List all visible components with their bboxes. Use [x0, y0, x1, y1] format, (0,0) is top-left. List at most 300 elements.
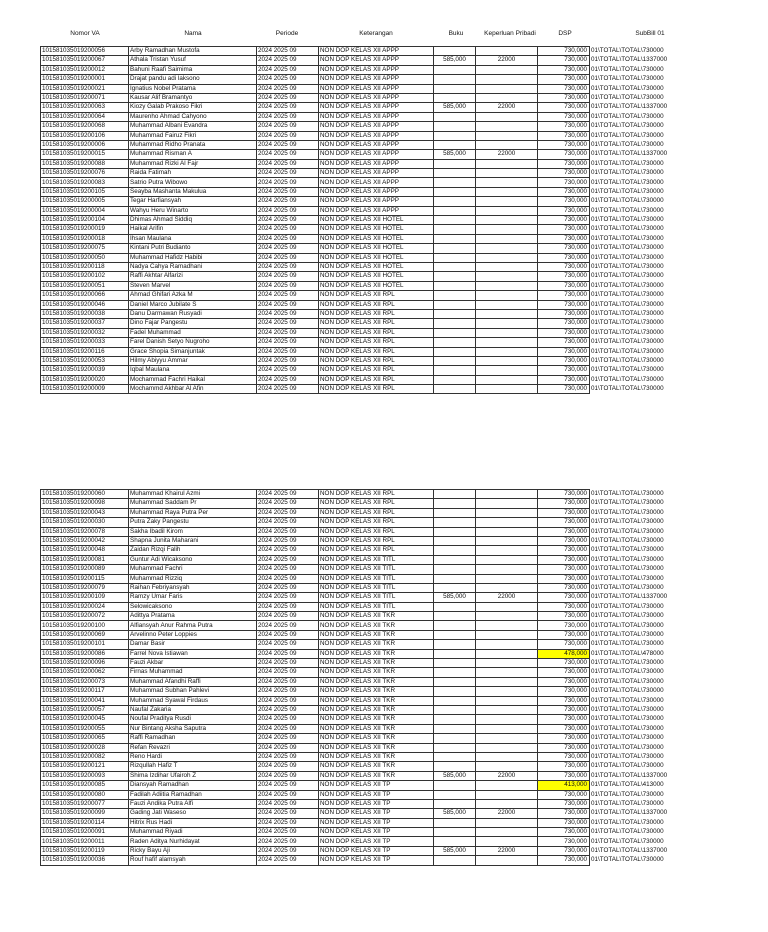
dsp-cell[interactable]: 478,000 [538, 649, 590, 658]
keterangan-cell[interactable]: NON DOP KELAS XII RPL [319, 366, 434, 375]
nama-cell[interactable]: Ahmad Ghifari Azka M [129, 291, 257, 300]
periode-cell[interactable]: 2024 2025 09 [257, 640, 319, 649]
buku-cell[interactable] [434, 565, 476, 574]
keperluan-pribadi-cell[interactable] [476, 84, 538, 93]
subbill-cell[interactable]: 01\TOTAL\TOTAL\1337000 [591, 846, 668, 854]
nomor-va-cell[interactable]: 101581035019200082 [41, 752, 129, 761]
subbill-cell[interactable]: 01\TOTAL\TOTAL\730000 [591, 743, 664, 751]
periode-cell[interactable]: 2024 2025 09 [257, 159, 319, 168]
keperluan-pribadi-cell[interactable] [476, 159, 538, 168]
nomor-va-cell[interactable]: 101581035019200030 [41, 518, 129, 527]
subbill-cell[interactable]: 01\TOTAL\TOTAL\1337000 [591, 56, 668, 64]
periode-cell[interactable]: 2024 2025 09 [257, 781, 319, 790]
buku-cell[interactable] [434, 47, 476, 56]
periode-cell[interactable]: 2024 2025 09 [257, 93, 319, 102]
keperluan-pribadi-cell[interactable] [476, 696, 538, 705]
subbill-cell[interactable]: 01\TOTAL\TOTAL\730000 [591, 197, 664, 205]
subbill-cell[interactable]: 01\TOTAL\TOTAL\730000 [591, 555, 664, 563]
subbill-cell[interactable]: 01\TOTAL\TOTAL\730000 [591, 799, 664, 807]
buku-cell[interactable] [434, 328, 476, 337]
keterangan-cell[interactable]: NON DOP KELAS XII RPL [319, 319, 434, 328]
subbill-cell[interactable]: 01\TOTAL\TOTAL\730000 [591, 65, 664, 73]
buku-cell[interactable] [434, 169, 476, 178]
buku-cell[interactable] [434, 621, 476, 630]
keterangan-cell[interactable]: NON DOP KELAS XII TKR [319, 687, 434, 696]
buku-cell[interactable] [434, 499, 476, 508]
keterangan-cell[interactable]: NON DOP KELAS XII RPL [319, 499, 434, 508]
subbill-cell[interactable]: 01\TOTAL\TOTAL\1337000 [591, 809, 668, 817]
dsp-cell[interactable]: 730,000 [538, 244, 590, 253]
keperluan-pribadi-cell[interactable] [476, 630, 538, 639]
buku-cell[interactable] [434, 187, 476, 196]
dsp-cell[interactable]: 730,000 [538, 187, 590, 196]
keterangan-cell[interactable]: NON DOP KELAS XII APPP [319, 56, 434, 65]
buku-cell[interactable] [434, 112, 476, 121]
buku-cell[interactable] [434, 649, 476, 658]
dsp-cell[interactable]: 730,000 [538, 630, 590, 639]
periode-cell[interactable]: 2024 2025 09 [257, 169, 319, 178]
keterangan-cell[interactable]: NON DOP KELAS XII TKR [319, 612, 434, 621]
dsp-cell[interactable]: 730,000 [538, 234, 590, 243]
nama-cell[interactable]: Ignatius Nobel Pratama [129, 84, 257, 93]
periode-cell[interactable]: 2024 2025 09 [257, 356, 319, 365]
nomor-va-cell[interactable]: 101581035019200051 [41, 281, 129, 290]
nama-cell[interactable]: Ricky Bayu Aji [129, 846, 257, 855]
buku-cell[interactable] [434, 225, 476, 234]
dsp-cell[interactable]: 730,000 [538, 159, 590, 168]
nomor-va-cell[interactable]: 101581035019200053 [41, 356, 129, 365]
nomor-va-cell[interactable]: 101581035019200105 [41, 187, 129, 196]
nama-cell[interactable]: Farrel Nova Istiawan [129, 649, 257, 658]
nama-cell[interactable]: Raffi Ramadhan [129, 734, 257, 743]
keterangan-cell[interactable]: NON DOP KELAS XII APPP [319, 140, 434, 149]
keterangan-cell[interactable]: NON DOP KELAS XII APPP [319, 178, 434, 187]
keterangan-cell[interactable]: NON DOP KELAS XII TKR [319, 659, 434, 668]
periode-cell[interactable]: 2024 2025 09 [257, 743, 319, 752]
subbill-cell[interactable]: 01\TOTAL\TOTAL\730000 [591, 659, 664, 667]
keperluan-pribadi-cell[interactable] [476, 536, 538, 545]
nama-cell[interactable]: Raida Fatimah [129, 169, 257, 178]
nomor-va-cell[interactable]: 101581035019200115 [41, 574, 129, 583]
keperluan-pribadi-cell[interactable] [476, 583, 538, 592]
keterangan-cell[interactable]: NON DOP KELAS XII RPL [319, 536, 434, 545]
dsp-cell[interactable]: 730,000 [538, 602, 590, 611]
keperluan-pribadi-cell[interactable] [476, 47, 538, 56]
keterangan-cell[interactable]: NON DOP KELAS XII TITL [319, 555, 434, 564]
dsp-cell[interactable]: 730,000 [538, 262, 590, 271]
dsp-cell[interactable]: 730,000 [538, 508, 590, 517]
dsp-cell[interactable]: 730,000 [538, 356, 590, 365]
periode-cell[interactable]: 2024 2025 09 [257, 216, 319, 225]
dsp-cell[interactable]: 730,000 [538, 668, 590, 677]
periode-cell[interactable]: 2024 2025 09 [257, 338, 319, 347]
nomor-va-cell[interactable]: 101581035019200056 [41, 47, 129, 56]
keperluan-pribadi-cell[interactable] [476, 546, 538, 555]
buku-cell[interactable] [434, 677, 476, 686]
nomor-va-cell[interactable]: 101581035019200109 [41, 593, 129, 602]
nama-cell[interactable]: Dhimas Ahmad Siddiq [129, 216, 257, 225]
keterangan-cell[interactable]: NON DOP KELAS XII HOTEL [319, 244, 434, 253]
buku-cell[interactable] [434, 837, 476, 846]
nomor-va-cell[interactable]: 101581035019200046 [41, 300, 129, 309]
keperluan-pribadi-cell[interactable] [476, 206, 538, 215]
buku-cell[interactable] [434, 602, 476, 611]
keperluan-pribadi-cell[interactable] [476, 828, 538, 837]
keterangan-cell[interactable]: NON DOP KELAS XII APPP [319, 65, 434, 74]
periode-cell[interactable]: 2024 2025 09 [257, 837, 319, 846]
subbill-cell[interactable]: 01\TOTAL\TOTAL\1337000 [591, 103, 668, 111]
dsp-cell[interactable]: 730,000 [538, 84, 590, 93]
subbill-cell[interactable]: 01\TOTAL\TOTAL\730000 [591, 640, 664, 648]
periode-cell[interactable]: 2024 2025 09 [257, 47, 319, 56]
dsp-cell[interactable]: 730,000 [538, 103, 590, 112]
periode-cell[interactable]: 2024 2025 09 [257, 300, 319, 309]
keperluan-pribadi-cell[interactable] [476, 612, 538, 621]
keperluan-pribadi-cell[interactable] [476, 687, 538, 696]
periode-cell[interactable]: 2024 2025 09 [257, 112, 319, 121]
keterangan-cell[interactable]: NON DOP KELAS XII RPL [319, 300, 434, 309]
subbill-cell[interactable]: 01\TOTAL\TOTAL\730000 [591, 752, 664, 760]
dsp-cell[interactable]: 730,000 [538, 56, 590, 65]
nomor-va-cell[interactable]: 101581035019200021 [41, 84, 129, 93]
keterangan-cell[interactable]: NON DOP KELAS XII APPP [319, 131, 434, 140]
keperluan-pribadi-cell[interactable] [476, 375, 538, 384]
nama-cell[interactable]: Hilmy Abiyyu Ammar [129, 356, 257, 365]
periode-cell[interactable]: 2024 2025 09 [257, 687, 319, 696]
buku-cell[interactable] [434, 319, 476, 328]
nama-cell[interactable]: Bahuni Raafi Saimima [129, 65, 257, 74]
nomor-va-cell[interactable]: 101581035019200043 [41, 508, 129, 517]
buku-cell[interactable] [434, 790, 476, 799]
subbill-cell[interactable]: 01\TOTAL\TOTAL\730000 [591, 356, 664, 364]
subbill-cell[interactable]: 01\TOTAL\TOTAL\413000 [591, 781, 664, 789]
periode-cell[interactable]: 2024 2025 09 [257, 546, 319, 555]
keperluan-pribadi-cell[interactable] [476, 319, 538, 328]
dsp-cell[interactable]: 730,000 [538, 743, 590, 752]
keperluan-pribadi-cell[interactable] [476, 253, 538, 262]
nomor-va-cell[interactable]: 101581035019200072 [41, 612, 129, 621]
nama-cell[interactable]: Muhammad Saddam Pr [129, 499, 257, 508]
periode-cell[interactable]: 2024 2025 09 [257, 75, 319, 84]
nama-cell[interactable]: Rizqullah Hafiz T [129, 762, 257, 771]
nomor-va-cell[interactable]: 101581035019200086 [41, 649, 129, 658]
subbill-cell[interactable]: 01\TOTAL\TOTAL\730000 [591, 734, 664, 742]
nama-cell[interactable]: Sakha Ibadil Kirom [129, 527, 257, 536]
keterangan-cell[interactable]: NON DOP KELAS XII APPP [319, 159, 434, 168]
nama-cell[interactable]: Nadya Cahya Ramadhani [129, 262, 257, 271]
nomor-va-cell[interactable]: 101581035019200083 [41, 178, 129, 187]
keterangan-cell[interactable]: NON DOP KELAS XII HOTEL [319, 216, 434, 225]
keperluan-pribadi-cell[interactable]: 22000 [476, 771, 538, 780]
keterangan-cell[interactable]: NON DOP KELAS XII TKR [319, 715, 434, 724]
nomor-va-cell[interactable]: 101581035019200011 [41, 837, 129, 846]
nomor-va-cell[interactable]: 101581035019200015 [41, 150, 129, 159]
keperluan-pribadi-cell[interactable] [476, 490, 538, 499]
keperluan-pribadi-cell[interactable]: 22000 [476, 809, 538, 818]
nama-cell[interactable]: Zaidan Rizqi Falih [129, 546, 257, 555]
periode-cell[interactable]: 2024 2025 09 [257, 771, 319, 780]
nama-cell[interactable]: Reno Hardi [129, 752, 257, 761]
keterangan-cell[interactable]: NON DOP KELAS XII HOTEL [319, 253, 434, 262]
dsp-cell[interactable]: 730,000 [538, 490, 590, 499]
nomor-va-cell[interactable]: 101581035019200068 [41, 122, 129, 131]
buku-cell[interactable] [434, 262, 476, 271]
nomor-va-cell[interactable]: 101581035019200065 [41, 734, 129, 743]
keperluan-pribadi-cell[interactable] [476, 790, 538, 799]
keperluan-pribadi-cell[interactable] [476, 75, 538, 84]
subbill-cell[interactable]: 01\TOTAL\TOTAL\730000 [591, 696, 664, 704]
nama-cell[interactable]: Muhammad Syawal Firdaus [129, 696, 257, 705]
nomor-va-cell[interactable]: 101581035019200079 [41, 583, 129, 592]
nomor-va-cell[interactable]: 101581035019200019 [41, 225, 129, 234]
periode-cell[interactable]: 2024 2025 09 [257, 385, 319, 394]
nama-cell[interactable]: Damar Basir [129, 640, 257, 649]
subbill-cell[interactable]: 01\TOTAL\TOTAL\730000 [591, 281, 664, 289]
periode-cell[interactable]: 2024 2025 09 [257, 508, 319, 517]
keterangan-cell[interactable]: NON DOP KELAS XII HOTEL [319, 272, 434, 281]
buku-cell[interactable] [434, 178, 476, 187]
keperluan-pribadi-cell[interactable] [476, 356, 538, 365]
dsp-cell[interactable]: 730,000 [538, 178, 590, 187]
nama-cell[interactable]: Guntur Adi Wicaksono [129, 555, 257, 564]
nomor-va-cell[interactable]: 101581035019200080 [41, 790, 129, 799]
subbill-cell[interactable]: 01\TOTAL\TOTAL\730000 [591, 574, 664, 582]
nama-cell[interactable]: Mochammad Fachri Haikal [129, 375, 257, 384]
periode-cell[interactable]: 2024 2025 09 [257, 56, 319, 65]
keterangan-cell[interactable]: NON DOP KELAS XII TITL [319, 593, 434, 602]
nama-cell[interactable]: Fauzi Andika Putra Alfi [129, 799, 257, 808]
periode-cell[interactable]: 2024 2025 09 [257, 715, 319, 724]
buku-cell[interactable] [434, 309, 476, 318]
buku-cell[interactable] [434, 583, 476, 592]
buku-cell[interactable] [434, 799, 476, 808]
nomor-va-cell[interactable]: 101581035019200037 [41, 319, 129, 328]
periode-cell[interactable]: 2024 2025 09 [257, 375, 319, 384]
keterangan-cell[interactable]: NON DOP KELAS XII TKR [319, 734, 434, 743]
nama-cell[interactable]: Refan Revazri [129, 743, 257, 752]
buku-cell[interactable] [434, 490, 476, 499]
keperluan-pribadi-cell[interactable]: 22000 [476, 593, 538, 602]
buku-cell[interactable] [434, 338, 476, 347]
keperluan-pribadi-cell[interactable] [476, 169, 538, 178]
keperluan-pribadi-cell[interactable] [476, 621, 538, 630]
dsp-cell[interactable]: 730,000 [538, 225, 590, 234]
dsp-cell[interactable]: 730,000 [538, 272, 590, 281]
nama-cell[interactable]: Satrio Putra Wibowo [129, 178, 257, 187]
keperluan-pribadi-cell[interactable]: 22000 [476, 56, 538, 65]
subbill-cell[interactable]: 01\TOTAL\TOTAL\730000 [591, 338, 664, 346]
buku-cell[interactable] [434, 536, 476, 545]
keterangan-cell[interactable]: NON DOP KELAS XII TP [319, 790, 434, 799]
periode-cell[interactable]: 2024 2025 09 [257, 621, 319, 630]
keterangan-cell[interactable]: NON DOP KELAS XII APPP [319, 150, 434, 159]
dsp-cell[interactable]: 730,000 [538, 846, 590, 855]
buku-cell[interactable] [434, 818, 476, 827]
nomor-va-cell[interactable]: 101581035019200101 [41, 640, 129, 649]
dsp-cell[interactable]: 730,000 [538, 309, 590, 318]
keperluan-pribadi-cell[interactable] [476, 499, 538, 508]
nomor-va-cell[interactable]: 101581035019200100 [41, 621, 129, 630]
nomor-va-cell[interactable]: 101581035019200018 [41, 234, 129, 243]
periode-cell[interactable]: 2024 2025 09 [257, 752, 319, 761]
dsp-cell[interactable]: 730,000 [538, 621, 590, 630]
nama-cell[interactable]: Muhammad Riyadi [129, 828, 257, 837]
keterangan-cell[interactable]: NON DOP KELAS XII TKR [319, 621, 434, 630]
subbill-cell[interactable]: 01\TOTAL\TOTAL\730000 [591, 131, 664, 139]
nomor-va-cell[interactable]: 101581035019200062 [41, 668, 129, 677]
periode-cell[interactable]: 2024 2025 09 [257, 140, 319, 149]
dsp-cell[interactable]: 730,000 [538, 328, 590, 337]
nama-cell[interactable]: Raden Aditya Nurhidayat [129, 837, 257, 846]
periode-cell[interactable]: 2024 2025 09 [257, 630, 319, 639]
keterangan-cell[interactable]: NON DOP KELAS XII RPL [319, 291, 434, 300]
buku-cell[interactable] [434, 366, 476, 375]
dsp-cell[interactable]: 730,000 [538, 122, 590, 131]
dsp-cell[interactable]: 730,000 [538, 828, 590, 837]
keterangan-cell[interactable]: NON DOP KELAS XII RPL [319, 527, 434, 536]
periode-cell[interactable]: 2024 2025 09 [257, 790, 319, 799]
periode-cell[interactable]: 2024 2025 09 [257, 828, 319, 837]
nomor-va-cell[interactable]: 101581035019200063 [41, 103, 129, 112]
nomor-va-cell[interactable]: 101581035019200066 [41, 291, 129, 300]
keterangan-cell[interactable]: NON DOP KELAS XII RPL [319, 356, 434, 365]
buku-cell[interactable] [434, 659, 476, 668]
periode-cell[interactable]: 2024 2025 09 [257, 555, 319, 564]
nomor-va-cell[interactable]: 101581035019200045 [41, 715, 129, 724]
keperluan-pribadi-cell[interactable] [476, 734, 538, 743]
keterangan-cell[interactable]: NON DOP KELAS XII RPL [319, 546, 434, 555]
keperluan-pribadi-cell[interactable] [476, 668, 538, 677]
keterangan-cell[interactable]: NON DOP KELAS XII RPL [319, 328, 434, 337]
nama-cell[interactable]: Muhammad Ridho Pranata [129, 140, 257, 149]
buku-cell[interactable] [434, 375, 476, 384]
nomor-va-cell[interactable]: 101581035019200089 [41, 565, 129, 574]
nama-cell[interactable]: Raihan Febriyansyah [129, 583, 257, 592]
periode-cell[interactable]: 2024 2025 09 [257, 122, 319, 131]
subbill-cell[interactable]: 01\TOTAL\TOTAL\730000 [591, 187, 664, 195]
dsp-cell[interactable]: 730,000 [538, 338, 590, 347]
dsp-cell[interactable]: 730,000 [538, 837, 590, 846]
dsp-cell[interactable]: 730,000 [538, 366, 590, 375]
dsp-cell[interactable]: 730,000 [538, 518, 590, 527]
nomor-va-cell[interactable]: 101581035019200118 [41, 262, 129, 271]
keterangan-cell[interactable]: NON DOP KELAS XII TP [319, 856, 434, 865]
dsp-cell[interactable]: 730,000 [538, 536, 590, 545]
periode-cell[interactable]: 2024 2025 09 [257, 150, 319, 159]
subbill-cell[interactable]: 01\TOTAL\TOTAL\730000 [591, 47, 664, 55]
nama-cell[interactable]: Muhammad Fachri [129, 565, 257, 574]
keperluan-pribadi-cell[interactable] [476, 300, 538, 309]
dsp-cell[interactable]: 730,000 [538, 565, 590, 574]
keperluan-pribadi-cell[interactable] [476, 112, 538, 121]
periode-cell[interactable]: 2024 2025 09 [257, 818, 319, 827]
dsp-cell[interactable]: 730,000 [538, 790, 590, 799]
keperluan-pribadi-cell[interactable] [476, 272, 538, 281]
nama-cell[interactable]: Kiozy Galab Prakoso Fikri [129, 103, 257, 112]
subbill-cell[interactable]: 01\TOTAL\TOTAL\730000 [591, 527, 664, 535]
nomor-va-cell[interactable]: 101581035019200075 [41, 244, 129, 253]
keterangan-cell[interactable]: NON DOP KELAS XII APPP [319, 84, 434, 93]
nama-cell[interactable]: Farel Danish Setyo Nugroho [129, 338, 257, 347]
dsp-cell[interactable]: 730,000 [538, 771, 590, 780]
periode-cell[interactable]: 2024 2025 09 [257, 593, 319, 602]
periode-cell[interactable]: 2024 2025 09 [257, 65, 319, 74]
subbill-cell[interactable]: 01\TOTAL\TOTAL\1337000 [591, 150, 668, 158]
subbill-cell[interactable]: 01\TOTAL\TOTAL\730000 [591, 234, 664, 242]
keterangan-cell[interactable]: NON DOP KELAS XII HOTEL [319, 225, 434, 234]
periode-cell[interactable]: 2024 2025 09 [257, 612, 319, 621]
nomor-va-cell[interactable]: 101581035019200009 [41, 385, 129, 394]
keterangan-cell[interactable]: NON DOP KELAS XII TP [319, 818, 434, 827]
keperluan-pribadi-cell[interactable]: 22000 [476, 150, 538, 159]
dsp-cell[interactable]: 730,000 [538, 75, 590, 84]
keperluan-pribadi-cell[interactable] [476, 762, 538, 771]
dsp-cell[interactable]: 730,000 [538, 640, 590, 649]
nomor-va-cell[interactable]: 101581035019200036 [41, 856, 129, 865]
dsp-cell[interactable]: 730,000 [538, 546, 590, 555]
subbill-cell[interactable]: 01\TOTAL\TOTAL\730000 [591, 112, 664, 120]
dsp-cell[interactable]: 730,000 [538, 734, 590, 743]
keterangan-cell[interactable]: NON DOP KELAS XII APPP [319, 169, 434, 178]
buku-cell[interactable] [434, 546, 476, 555]
periode-cell[interactable]: 2024 2025 09 [257, 602, 319, 611]
dsp-cell[interactable]: 730,000 [538, 47, 590, 56]
nama-cell[interactable]: Danu Darmawan Rusyadi [129, 309, 257, 318]
buku-cell[interactable] [434, 291, 476, 300]
dsp-cell[interactable]: 730,000 [538, 555, 590, 564]
keterangan-cell[interactable]: NON DOP KELAS XII TP [319, 846, 434, 855]
keterangan-cell[interactable]: NON DOP KELAS XII APPP [319, 47, 434, 56]
dsp-cell[interactable]: 730,000 [538, 281, 590, 290]
keterangan-cell[interactable]: NON DOP KELAS XII TITL [319, 574, 434, 583]
dsp-cell[interactable]: 730,000 [538, 715, 590, 724]
nama-cell[interactable]: Ihsan Maulana [129, 234, 257, 243]
subbill-cell[interactable]: 01\TOTAL\TOTAL\730000 [591, 490, 664, 498]
nama-cell[interactable]: Adittya Pratama [129, 612, 257, 621]
dsp-cell[interactable]: 730,000 [538, 375, 590, 384]
subbill-cell[interactable]: 01\TOTAL\TOTAL\730000 [591, 687, 664, 695]
dsp-cell[interactable]: 730,000 [538, 206, 590, 215]
nama-cell[interactable]: Arvelinno Peter Loppies [129, 630, 257, 639]
subbill-cell[interactable]: 01\TOTAL\TOTAL\730000 [591, 715, 664, 723]
nama-cell[interactable]: Fauzi Akbar [129, 659, 257, 668]
keterangan-cell[interactable]: NON DOP KELAS XII TKR [319, 752, 434, 761]
periode-cell[interactable]: 2024 2025 09 [257, 518, 319, 527]
periode-cell[interactable]: 2024 2025 09 [257, 262, 319, 271]
dsp-cell[interactable]: 730,000 [538, 696, 590, 705]
keterangan-cell[interactable]: NON DOP KELAS XII TKR [319, 762, 434, 771]
nomor-va-cell[interactable]: 101581035019200091 [41, 828, 129, 837]
dsp-cell[interactable]: 730,000 [538, 300, 590, 309]
subbill-cell[interactable]: 01\TOTAL\TOTAL\730000 [591, 518, 664, 526]
nama-cell[interactable]: Rouf hafif alamsyah [129, 856, 257, 865]
periode-cell[interactable]: 2024 2025 09 [257, 527, 319, 536]
periode-cell[interactable]: 2024 2025 09 [257, 574, 319, 583]
buku-cell[interactable]: 585,000 [434, 593, 476, 602]
buku-cell[interactable] [434, 356, 476, 365]
subbill-cell[interactable]: 01\TOTAL\TOTAL\730000 [591, 565, 664, 573]
periode-cell[interactable]: 2024 2025 09 [257, 178, 319, 187]
keterangan-cell[interactable]: NON DOP KELAS XII TP [319, 828, 434, 837]
subbill-cell[interactable]: 01\TOTAL\TOTAL\730000 [591, 630, 664, 638]
dsp-cell[interactable]: 730,000 [538, 677, 590, 686]
periode-cell[interactable]: 2024 2025 09 [257, 206, 319, 215]
subbill-cell[interactable]: 01\TOTAL\TOTAL\730000 [591, 140, 664, 148]
keperluan-pribadi-cell[interactable] [476, 309, 538, 318]
nama-cell[interactable]: Selowicaksono [129, 602, 257, 611]
subbill-cell[interactable]: 01\TOTAL\TOTAL\730000 [591, 724, 664, 732]
periode-cell[interactable]: 2024 2025 09 [257, 705, 319, 714]
